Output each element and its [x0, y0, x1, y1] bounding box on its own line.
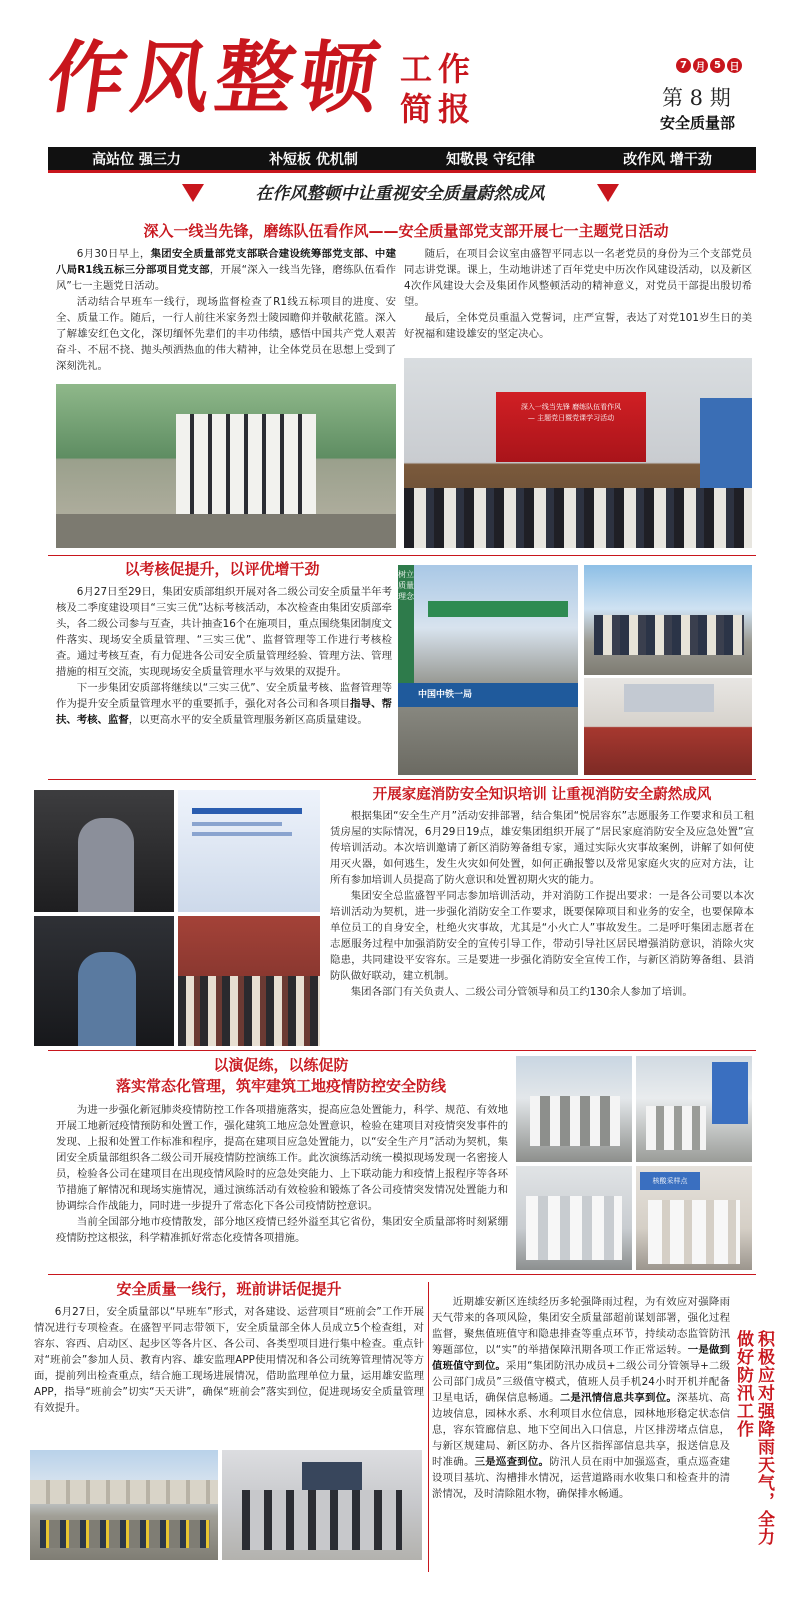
a1-title: 深入一线当先锋，磨练队伍看作风——安全质量部党支部开展七一主题党日活动	[143, 222, 669, 240]
a2-photo-site	[398, 565, 578, 775]
a3-title: 开展家庭消防安全知识培训 让重视消防安全蔚然成风	[372, 787, 712, 803]
meeting-screen-line2: — 主题党日暨党课学习活动	[527, 414, 615, 422]
a2-p2: 下一步集团安质部将继续以“三实三优”、安全质量考核、监督管理等作为提升安全质量管理水平的重要抓手，强化对各公司和各项目指导、帮扶、考核、监督，以更高水平的安全质量管理服务新区高质量建设。	[56, 682, 393, 726]
a3-photo-audience	[178, 916, 320, 1046]
a2-sign-vertical: 树立质量理念	[398, 565, 414, 685]
slogan-3: 知敬畏 守纪律	[446, 151, 535, 168]
a5-photo-control	[222, 1450, 422, 1560]
a6-title-vertical: 积极应对强降雨天气，全力做好防汛工作	[733, 1330, 774, 1546]
a5-title: 安全质量一线行，班前讲话促提升	[116, 1280, 342, 1298]
a1-photo-meeting	[404, 358, 752, 548]
a2-photo-workers	[584, 565, 752, 675]
a1-p4: 最后，全体党员重温入党誓词，庄严宣誓，表达了对党101岁生日的美好祝福和建设雄安的坚定决心。	[404, 312, 752, 340]
column-divider	[428, 1282, 429, 1572]
a1-photo-memorial	[56, 384, 396, 548]
masthead-sub-bottom: 简报	[400, 90, 477, 128]
a3-photo-speaker	[34, 790, 174, 912]
a1-p3: 随后，在项目会议室由盛智平同志以一名老党员的身份为三个支部党员同志讲党课。课上，生动地讲述了百年党史中历次作风建设活动，以及新区4次作风建设大会及集团作风整顿活动的精神意义，对党员干部提出殷切希望。	[404, 248, 752, 308]
a5-p1: 6月27日，安全质量部以“早班车”形式，对各建设、运营项目“班前会”工作开展情况进行专项检查。在盛智平同志带领下，安全质量部全体人员成立5个检查组，对容东、容西、启动区、起步区等各片区、各公司、各类型项目进行集中检查。重点针对“班前会”参加人员、教育内容、雄安监理APP使用情况和各公司统筹管理情况等方面，提前列出检查重点，结合施工现场进展情况，借助监理单位力量，运用雄安监理APP，指导“班前会”切实“天天讲”，确保“班前会”落实到位，促进现场安全质量管理有效提升。	[34, 1306, 424, 1414]
triangle-right-icon	[597, 184, 619, 202]
issue-dept: 安全质量部	[660, 114, 736, 132]
a4-photo-drill-4	[636, 1166, 752, 1270]
a4-p1: 为进一步强化新冠肺炎疫情防控工作各项措施落实，提高应急处置能力，科学、规范、有效地开展工地新冠疫情预防和处置工作，强化建筑工地应急处置意识，检验在建项目对疫情突发事件的发现、上报和处置工作标准和程序，提高在建项目应急处置能力，以“安全生产月”活动为契机，集团安全质量部组织各二级公司开展疫情防控演练工作。此次演练活动统一模拟现场发现一名密接人员，检验各公司在建项目在出现疫情风险时的应急处突能力、上下联动能力和疫情上报程序等各环节措施了解情况和现场实施情况，通过演练活动有效检验和锻炼了各公司疫情突发情况处置能力和协调综合作战能力，同时进一步提升了常态化下各公司疫情防控意识。	[56, 1104, 508, 1212]
a4-photo-drill-3	[516, 1166, 632, 1270]
masthead-sub-top: 工作	[400, 50, 477, 88]
slogan-4: 改作风 增干劲	[623, 151, 712, 168]
masthead	[0, 0, 800, 150]
a2-p1: 6月27日至29日，集团安质部组织开展对各二级公司安全质量半年考核及二季度建设项目“三实三优”达标考核活动，本次检查由集团安质部牵头，各二级公司参与互查，共计抽查16个在施项目，重点围绕集团制度文件落实、现场安全质量管理、“三实三优”、监督管理等工作进行考核检查。通过考核互查，有力促进各公司安全质量管理经验、管理方法、管理措施的相互交流，实现现场安全质量管理水平与效果的双提升。	[56, 586, 392, 678]
slogan-2: 补短板 优机制	[269, 151, 358, 168]
theme-text: 在作风整顿中让重视安全质量蔚然成风	[255, 184, 545, 204]
issue-date	[676, 58, 742, 73]
a3-photo-officer	[34, 916, 174, 1046]
slogan-banner	[48, 147, 756, 173]
divider-1	[48, 555, 756, 556]
a1-col-right	[404, 246, 752, 342]
slogan-1: 高站位 强三力	[92, 151, 181, 168]
a5-photo-site	[30, 1450, 218, 1560]
date-day-char: 日	[727, 58, 742, 73]
meeting-screen-line1: 深入一线当先锋 磨练队伍看作风	[520, 403, 622, 411]
a2-photo-review	[584, 678, 752, 775]
a4-p2: 当前全国部分地市疫情散发，部分地区疫情已经外溢至其它省份，集团安全质量部将时刻紧绷疫情防控这根弦，科学精准抓好常态化疫情各项措施。	[56, 1216, 508, 1244]
triangle-left-icon	[182, 184, 204, 202]
masthead-title: 作风整顿	[41, 33, 391, 124]
meeting-screen	[496, 392, 646, 462]
a6-col	[432, 1294, 730, 1502]
date-month-char: 月	[693, 58, 708, 73]
a2-title: 以考核促提升，以评优增干劲	[124, 560, 320, 578]
a2-sign-banner: 中国中铁一局	[398, 683, 578, 707]
a4-col	[56, 1102, 508, 1246]
a3-p1: 根据集团“安全生产月”活动安排部署，结合集团“悦居容东”志愿服务工作要求和员工租赁房屋的实际情况，6月29日19点，雄安集团组织开展了“居民家庭消防安全及应急处置”宣传培训活动。本次培训邀请了新区消防筹备组专家，通过实际火灾事故案例，讲解了如何使用灭火器，如何逃生，发生火灾如何处置，如何正确报警以及常见家庭火灾的应对方法，让所有参加培训人员提高了防火意识和处置初期火灾的能力。	[330, 810, 754, 886]
date-day-num: 5	[710, 58, 725, 73]
a1-p2: 活动结合早班车一线行，现场监督检查了R1线五标项目的进度、安全、质量工作。随后，一行人前往米家务烈士陵园瞻仰并敬献花篮。深入了解雄安红色文化，深切缅怀先辈们的丰功伟绩，感悟中国共产党人艰苦奋斗、不屈不挠、抛头颅洒热血的伟大精神，让全体党员在思想上受到了深刻洗礼。	[56, 296, 396, 372]
a3-col	[330, 808, 754, 1000]
a4-photo-drill-2	[636, 1056, 752, 1162]
issue-number: 第 8 期	[662, 86, 731, 110]
a1-p1: 6月30日早上，集团安全质量部党支部联合建设统筹部党支部、中建八局R1线五标三分部项目党支部，开展“深入一线当先锋，磨练队伍看作风”七一主题党日活动。	[56, 248, 396, 292]
a5-col	[34, 1304, 424, 1416]
a3-p3: 集团各部门有关负责人、二级公司分管领导和员工约130余人参加了培训。	[350, 986, 693, 998]
a2-col	[56, 584, 392, 728]
a6-p1: 近期雄安新区连续经历多轮强降雨过程，为有效应对强降雨天气带来的各项风险，集团安全质量部超前谋划部署，强化过程监督，聚焦值班值守和隐患排查等重点环节，持续动态监管防汛筹题部位，以“实”的举措保障汛期各项工作正常运转。一是做到值班值守到位。采用“集团防汛办成员+二级公司分管领导+二级公司部门成员”三级值守模式，值班人员手机24小时开机并配备卫星电话，确保信息畅通。二是汛情信息共享到位。深基坑、高边坡信息，园林水系、水利项目水位信息，园林地形稳定状态信息，容东管廊信息、地下空间出入口信息，片区排涝堵点信息，与新区规建局、新区防办、各片区指挥部信息共享，报送信息及时准确。三是巡查到位。防汛人员在雨中加强巡查，重点巡查建设项目基坑、沟槽排水情况，运营道路雨水收集口和检查井的清淤情况，及时清除阻水物，确保排水畅通。	[432, 1296, 731, 1500]
a4-photo-drill-1	[516, 1056, 632, 1162]
theme-row	[0, 180, 800, 210]
divider-3	[48, 1050, 756, 1051]
a3-photo-slide	[178, 790, 320, 912]
date-month-num: 7	[676, 58, 691, 73]
a4-sign: 核酸采样点	[640, 1172, 700, 1190]
divider-2	[48, 779, 756, 780]
a4-title-1: 以演促练，以练促防	[213, 1056, 349, 1074]
a1-col-left	[56, 246, 396, 374]
divider-4	[48, 1274, 756, 1275]
a3-p2: 集团安全总监盛智平同志参加培训活动，并对消防工作提出要求：一是各公司要以本次培训活动为契机，进一步强化消防安全工作要求，既要保障项目和业务的安全，也要保障本单位员工的自身安全，杜绝火灾事故，尤其是“小火亡人”事故发生。二是呼吁集团志愿者在志愿服务过程中加强消防安全的宣传引导工作，带动引导社区居民增强消防意识，消除火灾隐患，共同建设平安容东。三是要进一步强化消防安全宣传工作，与新区消防筹备组、县消防队做好联动，建立机制。	[330, 890, 754, 982]
a4-title-2: 落实常态化管理，筑牢建筑工地疫情防控安全防线	[115, 1077, 446, 1095]
